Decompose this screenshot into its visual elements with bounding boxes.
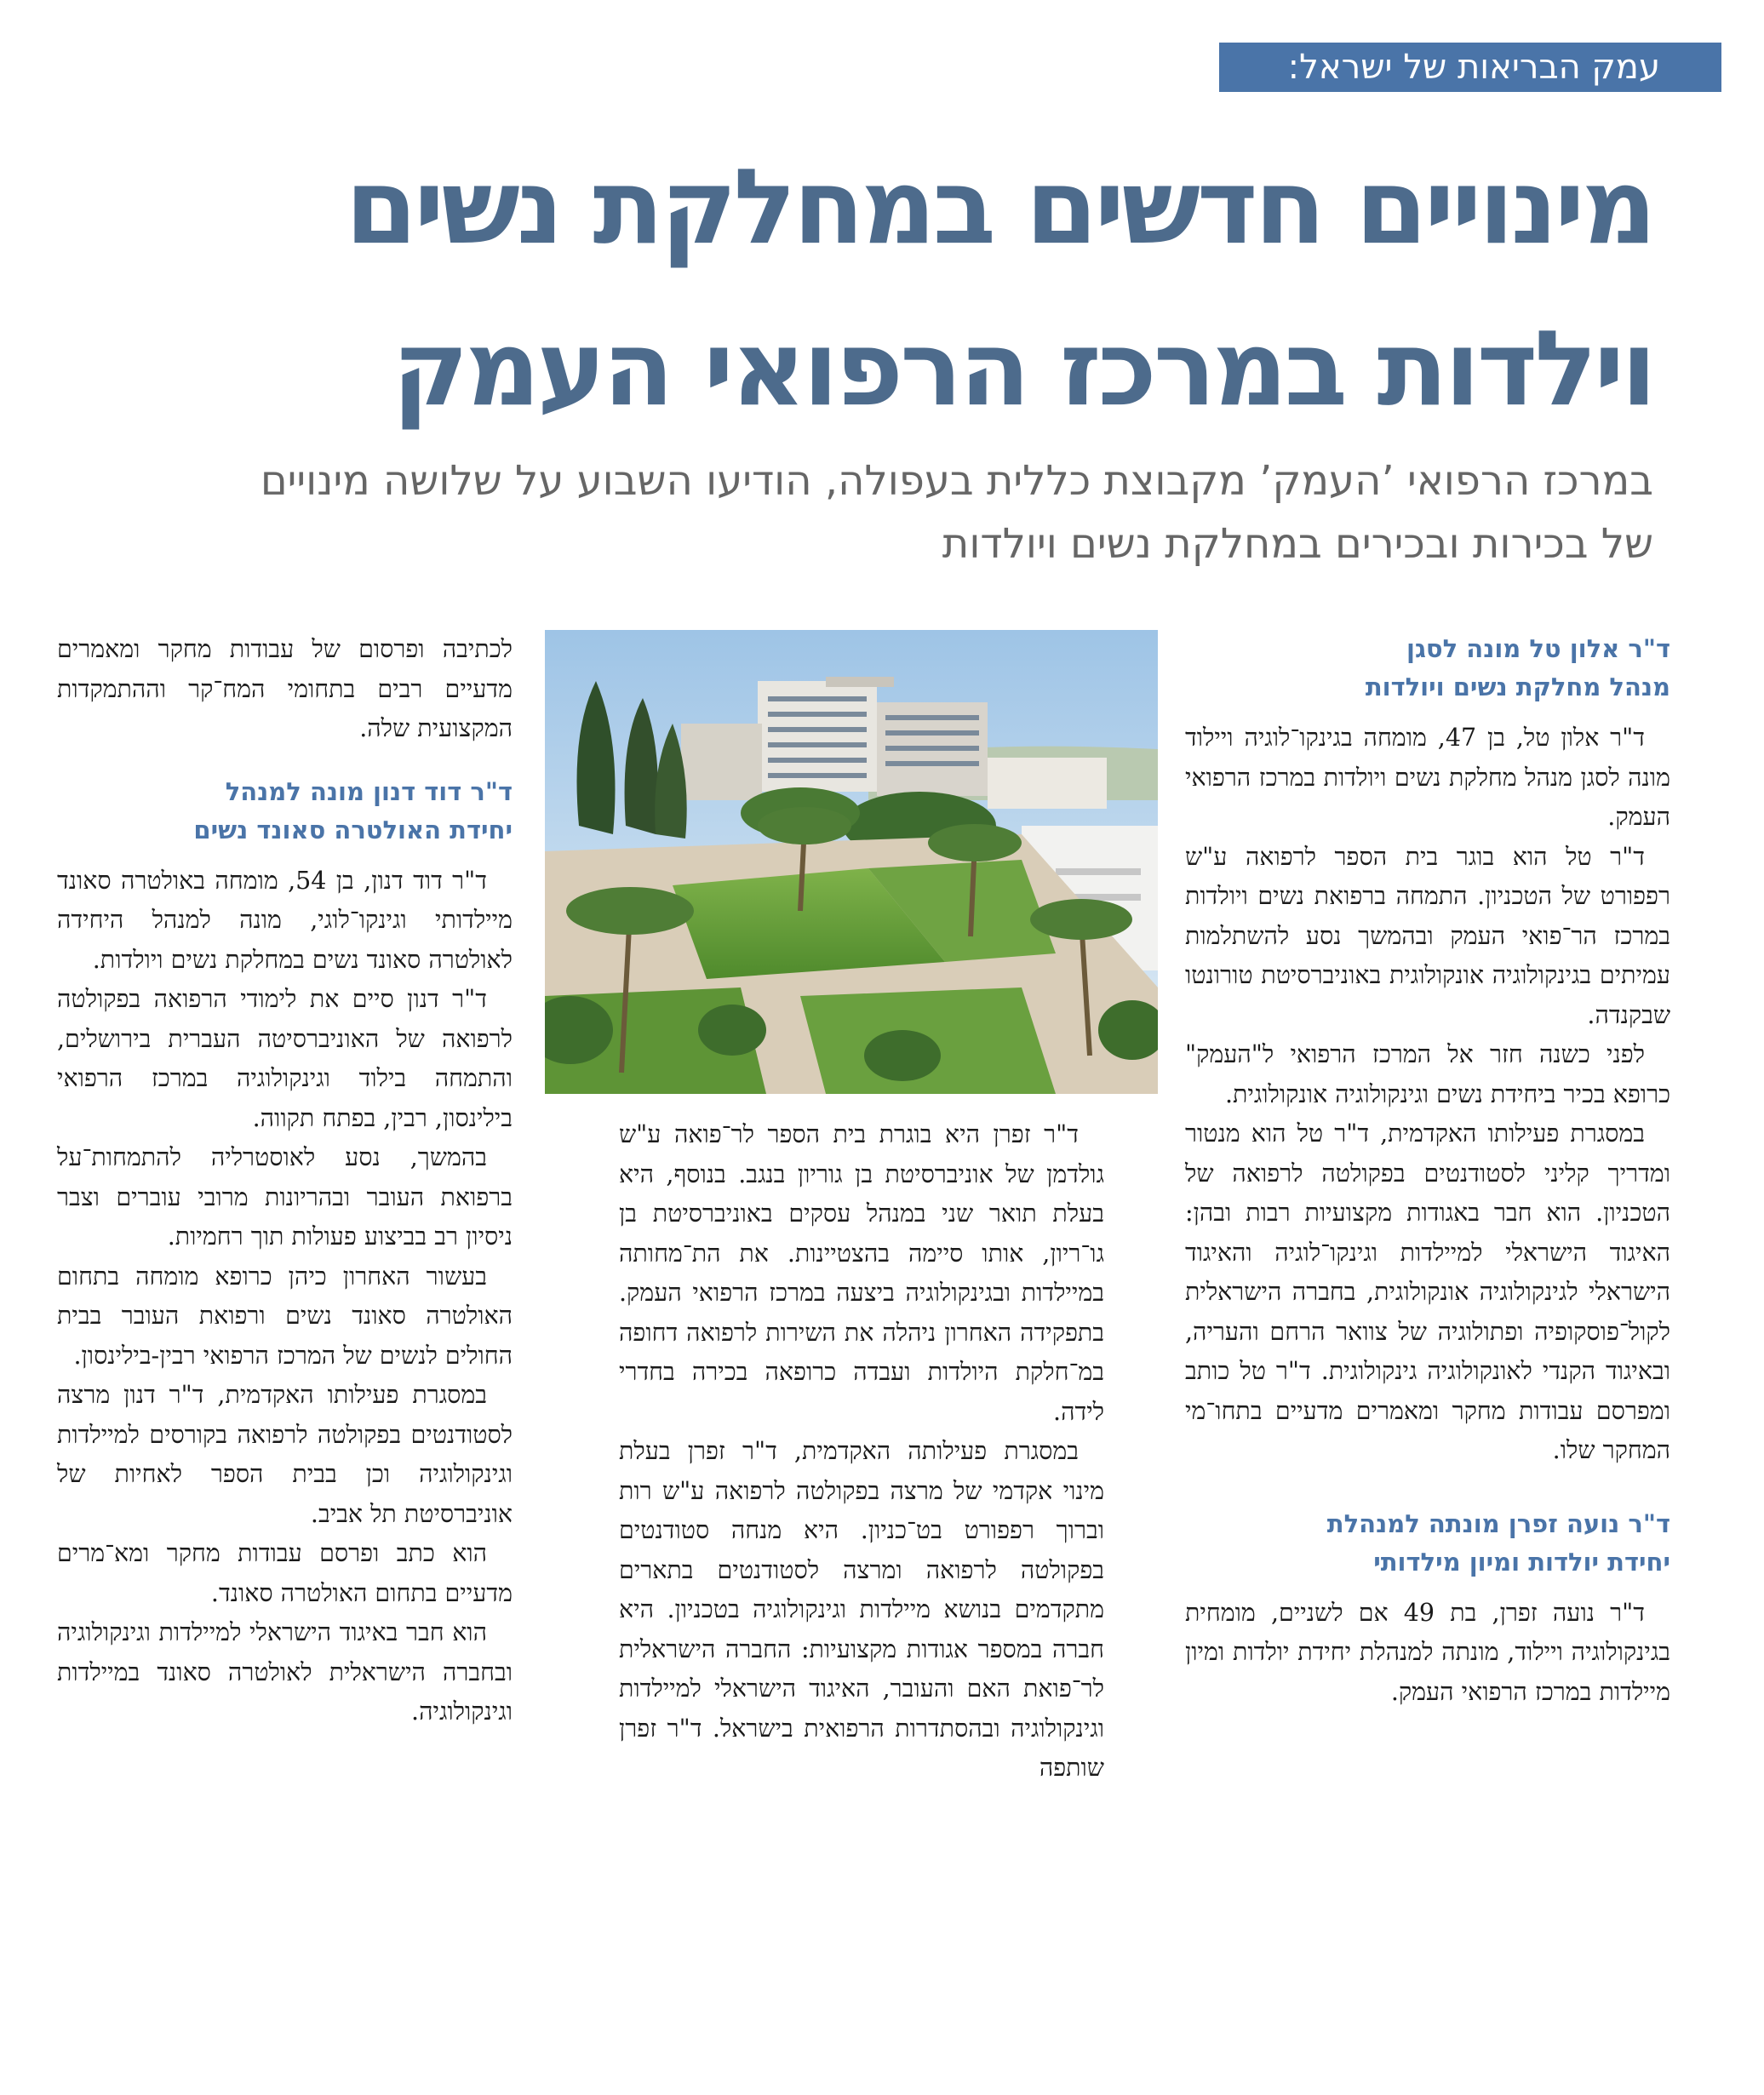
paragraph: בעשור האחרון כיהן כרופא מומחה בתחום האולטרה סאונד נשים ורפואת העובר בבית החולים לנשים של המרכז הרפואי רבין-בילינסון. <box>57 1262 513 1370</box>
paragraph: ד"ר טל הוא בוגר בית הספר לרפואה ע"ש רפפורט של הטכניון. התמחה ברפואת נשים ויולדות במרכז הר־פואי העמק ובהמשך נסע להשתלמות עמיתים בגינקולוגיה אונקולוגית באוניברסיטת טורונטו שבקנדה. <box>1185 842 1670 1029</box>
subheadline-line-2: של בכירות ובכירים במחלקת נשים ויולדות <box>942 520 1653 568</box>
subheading-noa-zafran <box>1185 1505 1670 1582</box>
subheading-line-2: יחידת יולדות ומיון מילדותי <box>1373 1547 1670 1577</box>
section-label: עמק הבריאות של ישראל: <box>1219 43 1721 92</box>
subheading-line-2: יחידת האולטרה סאונד נשים <box>193 815 513 844</box>
hospital-photo <box>545 630 1158 1094</box>
paragraph: ד"ר זפרן היא בוגרת בית הספר לר־פואה ע"ש גולדמן של אוניברסיטת בן גוריון בנגב. בנוסף, היא בעלת תואר שני במנהל עסקים באוניברסיטת בן גו־ריון, אותו סיימה בהצטיינות. את הת־מחותה במיילדות ובגינקולוגיה ביצעה במרכז הרפואי העמק. בתפקידה האחרון ניהלה את השירות לרפואה דחופה במ־חלקת היולדות ועבדה כרופאה בכירה בחדרי לידה. <box>619 1120 1104 1426</box>
paragraph: ד"ר דנון סיים את לימודי הרפואה בפקולטה לרפואה של האוניברסיטה העברית בירושלים, והתמחה בילוד וגינקולוגיה במרכז הרפואי בילינסון, רבין, בפתח תקווה. <box>57 985 513 1132</box>
headline-line-2: וילדות במרכז הרפואי העמק <box>392 308 1653 429</box>
subheading-line-1: ד"ר אלון טל מונה לסגן <box>1406 634 1670 663</box>
hospital-campus-image <box>545 630 1158 1094</box>
paragraph: לכתיבה ופרסום של עבודות מחקר ומאמרים מדעיים רבים בתחומי המח־קר וההתמקדות המקצועית שלה. <box>57 635 513 742</box>
headline <box>155 126 1653 449</box>
subheading-alon-tal <box>1185 630 1670 707</box>
paragraph: במסגרת פעילותו האקדמית, ד"ר דנון מרצה לסטודנטים בפקולטה לרפואה בקורסים למיילדות וגינקולוגיה וכן בבית הספר לאחיות של אוניברסיטת תל אביב. <box>57 1381 513 1528</box>
paragraph: הוא חבר באיגוד הישראלי למיילדות וגינקולוגיה ובחברה הישראלית לאולטרה סאונד במיילדות וגינקולוגיה. <box>57 1618 513 1726</box>
paragraph: בהמשך, נסע לאוסטרליה להתמחות־על ברפואת העובר ובהריונות מרובי עוברים וצבר ניסיון רב בביצוע פעולות תוך רחמיות. <box>57 1143 513 1251</box>
paragraph: ד"ר דוד דנון, בן 54, מומחה באולטרה סאונד מיילדותי וגינקו־לוגי, מונה למנהל היחידה לאולטרה סאונד נשים במחלקת נשים ויולדות. <box>57 866 513 974</box>
subheading-line-1: ד"ר דוד דנון מונה למנהל <box>225 776 513 806</box>
paragraph: הוא כתב ופרסם עבודות מחקר ומא־מרים מדעיים בתחום האולטרה סאונד. <box>57 1539 513 1607</box>
article-column-1 <box>1185 630 1670 1712</box>
headline-line-1: מינויים חדשים במחלקת נשים <box>345 146 1653 267</box>
article-column-3 <box>57 630 513 1732</box>
subheading-david-danon <box>57 773 513 850</box>
subheadline-line-1: במרכז הרפואי ’העמק’ מקבוצת כללית בעפולה, הודיעו השבוע על שלושה מינויים <box>260 457 1653 505</box>
paragraph: לפני כשנה חזר אל המרכז הרפואי ל"העמק" כרופא בכיר ביחידת נשים וגינקולוגיה אונקולוגית. <box>1185 1040 1670 1108</box>
paragraph: במסגרת פעילותו האקדמית, ד"ר טל הוא מנטור ומדריך קליני לסטודנטים בפקולטה לרפואה של הטכניון. הוא חבר באגודות מקצועיות רבות ובהן: האיגוד הישראלי למיילדות וגינקו־לוגיה והאיגוד הישראלי לגינקולוגיה אונקולוגית, בחברה הישראלית לקול־פוסקופיה ופתולוגיה של צוואר הרחם והעריה, ובאיגוד הקנדי לאונקולוגיה גינקולוגית. ד"ר טל כותב ומפרסם עבודות מחקר ומאמרים מדעיים בתחו־מי המחקר שלו. <box>1185 1119 1670 1464</box>
article-column-2 <box>619 1115 1104 1789</box>
subheading-line-2: מנהל מחלקת נשים ויולדות <box>1365 673 1670 701</box>
paragraph: במסגרת פעילותה האקדמית, ד"ר זפרן בעלת מינוי אקדמי של מרצה בפקולטה לרפואה ע"ש רות וברוך רפפורט בט־כניון. היא מנחה סטודנטים בפקולטה לרפואה ומרצה לסטודנטים בתארים מתקדמים בנושא מיילדות וגינקולוגיה בטכניון. היא חברה במספר אגודות מקצועיות: החברה הישראלית לר־פואת האם והעובר, האיגוד הישראלי למיילדות וגינקולוגיה ובהסתדרות הרפואית בישראל. ד"ר זפרן שותפה <box>619 1437 1104 1782</box>
paragraph: ד"ר אלון טל, בן 47, מומחה בגינקו־לוגיה ויילוד מונה לסגן מנהל מחלקת נשים ויולדות במרכז הרפואי העמק. <box>1185 724 1670 831</box>
paragraph: ד"ר נועה זפרן, בת 49 אם לשניים, מומחית בגינקולוגיה ויילוד, מונתה למנהלת יחידת יולדות ומיון מיילדות במרכז הרפואי העמק. <box>1185 1598 1670 1706</box>
subheading-line-1: ד"ר נועה זפרן מונתה למנהלת <box>1326 1508 1670 1538</box>
subheadline <box>104 449 1653 575</box>
